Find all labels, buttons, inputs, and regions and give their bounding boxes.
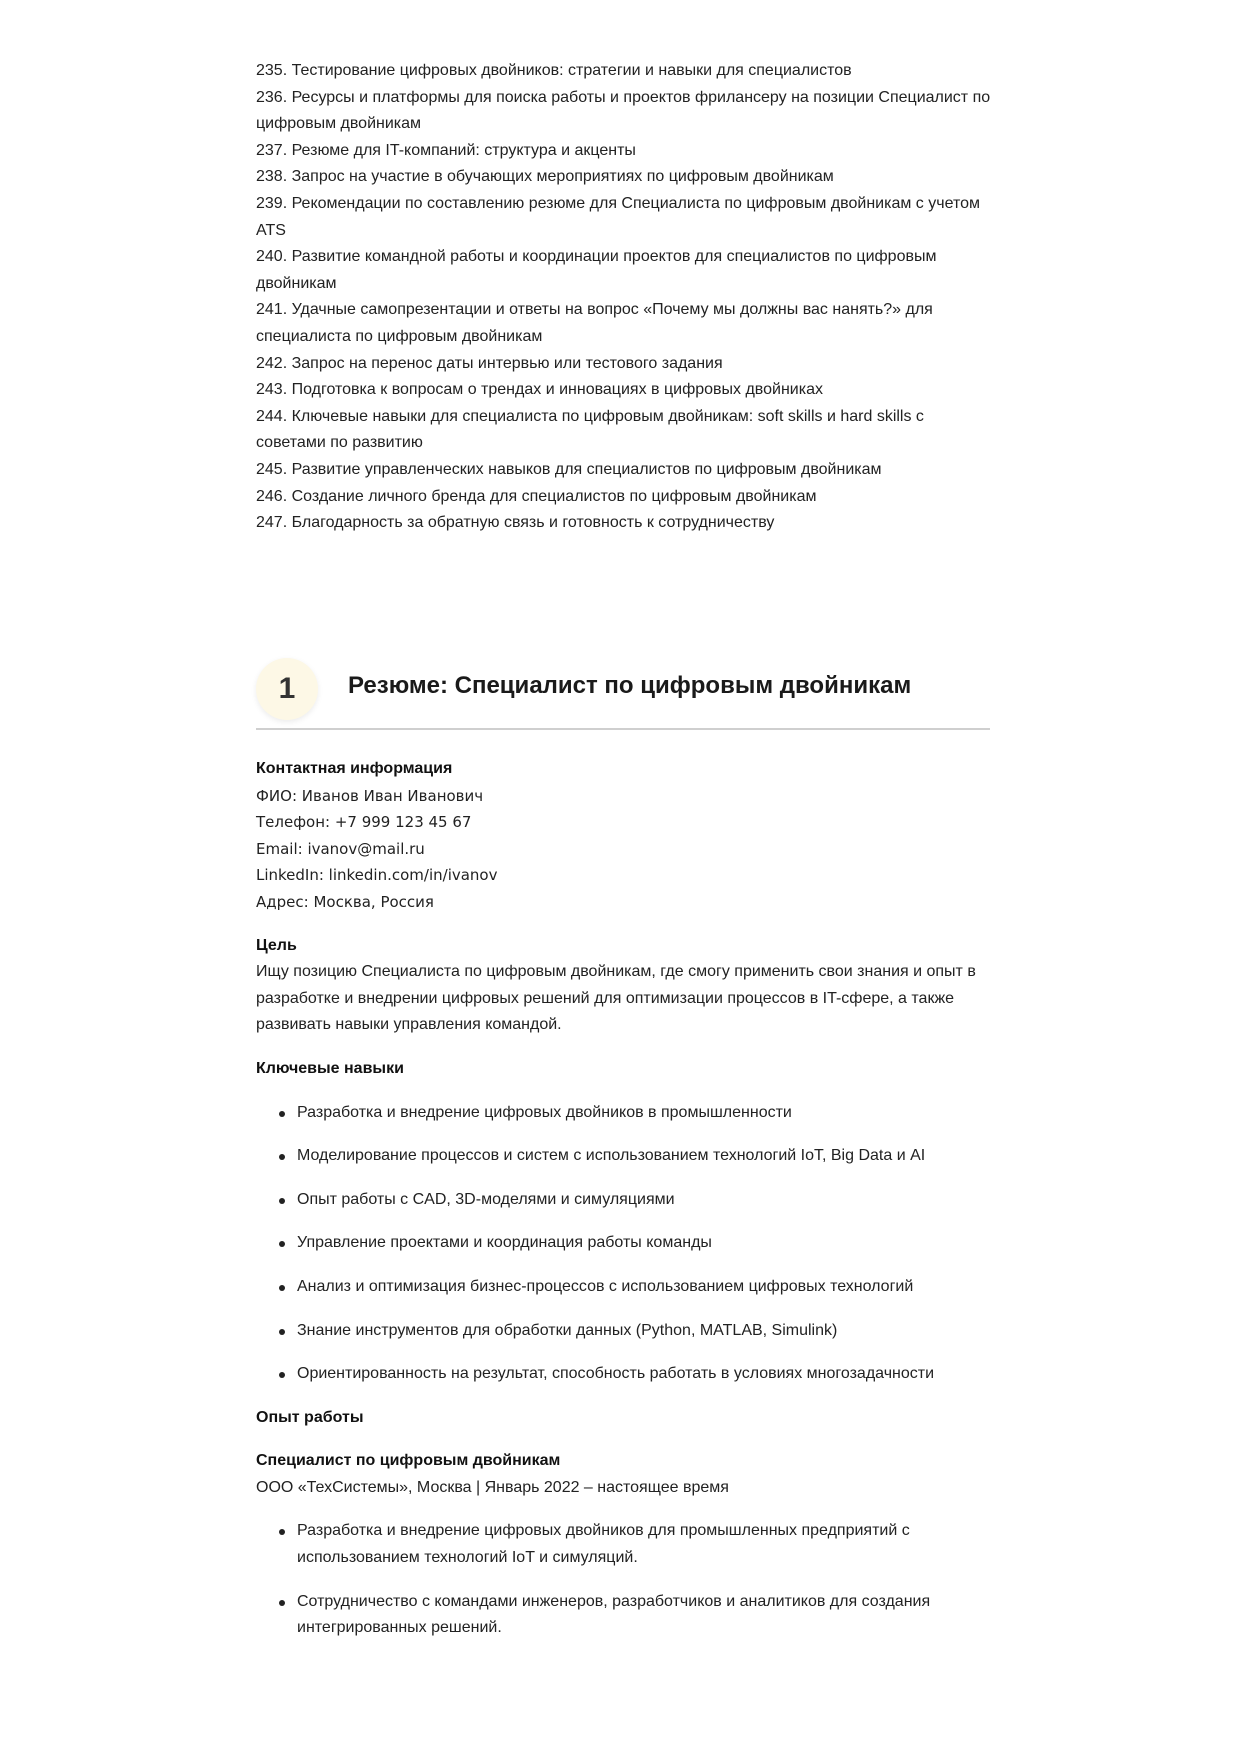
- goal-text: Ищу позицию Специалиста по цифровым двойникам, где смогу применить свои знания и опыт в разработке и внедрении цифровых решений для оптимизации процессов в IT-сфере, а также развивать навыки управления командой.: [256, 963, 976, 1034]
- toc-item: 247. Благодарность за обратную связь и готовность к сотрудничеству: [256, 514, 775, 532]
- contact-email: Email: ivanov@mail.ru: [256, 839, 425, 858]
- section-number-badge: 1: [256, 658, 318, 720]
- skill-item: Моделирование процессов и систем с использованием технологий IoT, Big Data и AI: [297, 1143, 992, 1170]
- skill-item: Ориентированность на результат, способность работать в условиях многозадачности: [297, 1361, 992, 1388]
- contact-phone: Телефон: +7 999 123 45 67: [256, 813, 472, 832]
- experience-heading: Опыт работы: [256, 1408, 364, 1426]
- contact-linkedin: LinkedIn: linkedin.com/in/ivanov: [256, 866, 498, 885]
- skill-item: Управление проектами и координация работы команды: [297, 1230, 992, 1257]
- contact-address: Адрес: Москва, Россия: [256, 892, 434, 911]
- skill-item: Анализ и оптимизация бизнес-процессов с использованием цифровых технологий: [297, 1274, 992, 1301]
- toc-item: 236. Ресурсы и платформы для поиска работы и проектов фрилансеру на позиции Специалист по цифровым двойникам: [256, 88, 991, 133]
- toc-item: 235. Тестирование цифровых двойников: стратегии и навыки для специалистов: [256, 62, 852, 79]
- goal-heading: Цель: [256, 936, 297, 954]
- toc-item: 245. Развитие управленческих навыков для специалистов по цифровым двойникам: [256, 460, 882, 478]
- skill-item: Знание инструментов для обработки данных (Python, MATLAB, Simulink): [297, 1318, 992, 1345]
- toc-item: 241. Удачные самопрезентации и ответы на вопрос «Почему мы должны вас нанять?» для специалиста по цифровым двойникам: [256, 301, 933, 345]
- contact-name: ФИО: Иванов Иван Иванович: [256, 786, 484, 805]
- skills-list: [256, 1100, 992, 1388]
- job-duty-item: Разработка и внедрение цифровых двойников для промышленных предприятий с использованием технологий IoT и симуляций.: [297, 1518, 992, 1571]
- toc-item: 239. Рекомендации по составлению резюме для Специалиста по цифровым двойникам с учетом ATS: [256, 194, 980, 239]
- skill-item: Опыт работы с CAD, 3D-моделями и симуляциями: [297, 1187, 992, 1214]
- toc-item: 243. Подготовка к вопросам о трендах и инновациях в цифровых двойниках: [256, 381, 823, 399]
- toc-item: 238. Запрос на участие в обучающих мероприятиях по цифровым двойникам: [256, 168, 834, 186]
- toc-item: 237. Резюме для IT-компаний: структура и акценты: [256, 141, 636, 159]
- toc-item: 240. Развитие командной работы и координации проектов для специалистов по цифровым двойникам: [256, 248, 937, 292]
- section-title: Резюме: Специалист по цифровым двойникам: [348, 672, 912, 699]
- skills-heading: Ключевые навыки: [256, 1059, 404, 1077]
- job-company-dates: ООО «ТехСистемы», Москва | Январь 2022 – настоящее время: [256, 1478, 729, 1496]
- job-duties-list: [256, 1518, 992, 1641]
- toc-item: 244. Ключевые навыки для специалиста по цифровым двойникам: soft skills и hard skills с советами по развитию: [256, 407, 924, 452]
- skill-item: Разработка и внедрение цифровых двойников в промышленности: [297, 1100, 992, 1127]
- section-header: [256, 656, 990, 730]
- contact-heading: Контактная информация: [256, 760, 453, 777]
- resume-body: [256, 756, 992, 1642]
- toc-item: 242. Запрос на перенос даты интервью или тестового задания: [256, 354, 723, 372]
- job-title: Специалист по цифровым двойникам: [256, 1452, 561, 1470]
- job-duty-item: Сотрудничество с командами инженеров, разработчиков и аналитиков для создания интегрированных решений.: [297, 1589, 992, 1642]
- toc-item: 246. Создание личного бренда для специалистов по цифровым двойникам: [256, 487, 817, 505]
- table-of-contents: [256, 58, 992, 537]
